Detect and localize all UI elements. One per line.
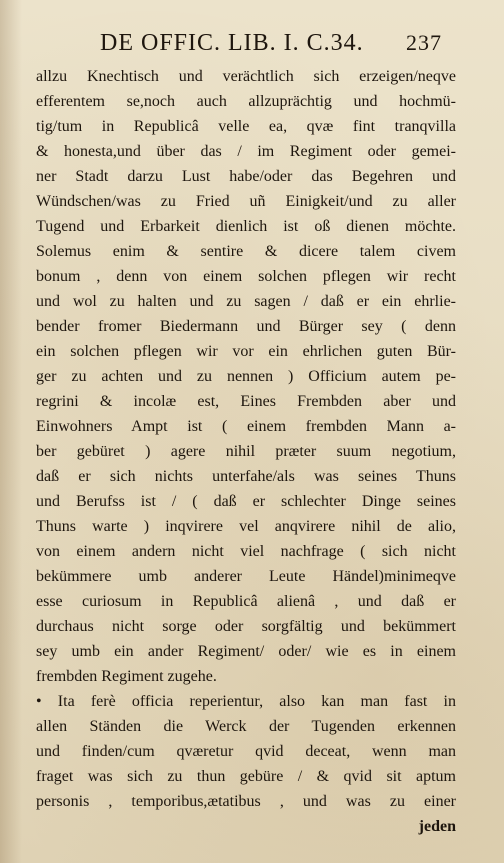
text-line: fraget was sich zu thun gebüre / & qvid sit aptum bbox=[36, 768, 456, 785]
text-line: durchaus nicht sorge oder sorgfältig und bekümmert bbox=[36, 618, 456, 635]
page-header bbox=[100, 30, 442, 62]
text-line: Tugend und Erbarkeit dienlich ist oß dienen möchte. bbox=[36, 218, 456, 235]
text-line: und wol zu halten und zu sagen / daß er ein ehrlie- bbox=[36, 293, 456, 310]
running-head: DE OFFIC. LIB. I. C.34. bbox=[100, 30, 364, 56]
text-line: • Ita ferè officia reperientur, also kan man fast in bbox=[36, 693, 456, 710]
text-line: regrini & incolæ est, Eines Frembden aber und bbox=[36, 393, 456, 410]
body-text bbox=[36, 64, 456, 839]
text-line: sey umb ein ander Regiment/ oder/ wie es in einem bbox=[36, 643, 456, 660]
text-line: tig/tum in Republicâ velle ea, qvæ fint tranqvilla bbox=[36, 118, 456, 135]
text-line: Wündschen/was zu Fried uñ Einigkeit/und zu aller bbox=[36, 193, 456, 210]
catchword: jeden bbox=[418, 818, 456, 835]
text-line: Solemus enim & sentire & dicere talem civem bbox=[36, 243, 456, 260]
text-line: ber gebüret ) agere nihil præter suum negotium, bbox=[36, 443, 456, 460]
text-line: efferentem se,noch auch allzuprächtig und hochmü- bbox=[36, 93, 456, 110]
text-line: bonum , denn von einem solchen pflegen wir recht bbox=[36, 268, 456, 285]
text-line: ger zu achten und zu nennen ) Officium autem pe- bbox=[36, 368, 456, 385]
text-line: frembden Regiment zugehe. bbox=[36, 668, 217, 685]
text-line: von einem andern nicht viel nachfrage ( sich nicht bbox=[36, 543, 456, 560]
text-line: esse curiosum in Republicâ alienâ , und daß er bbox=[36, 593, 456, 610]
text-line: und finden/cum qværetur qvid deceat, wenn man bbox=[36, 743, 456, 760]
text-line: Thuns warte ) inqvirere vel anqvirere nihil de alio, bbox=[36, 518, 456, 535]
text-line: & honesta,und über das / im Regiment oder gemei- bbox=[36, 143, 456, 160]
text-line: allzu Knechtisch und verächtlich sich erzeigen/neqve bbox=[36, 68, 456, 85]
page-number: 237 bbox=[406, 30, 442, 55]
text-line: personis , temporibus,ætatibus , und was zu einer bbox=[36, 793, 456, 810]
text-line: daß er sich nichts unterfahe/als was seines Thuns bbox=[36, 468, 456, 485]
text-line: bender fromer Biedermann und Bürger sey ( denn bbox=[36, 318, 456, 335]
text-line: allen Ständen die Werck der Tugenden erkennen bbox=[36, 718, 456, 735]
text-line: ner Stadt darzu Lust habe/oder das Begehren und bbox=[36, 168, 456, 185]
text-line: bekümmere umb anderer Leute Händel)minimeqve bbox=[36, 568, 456, 585]
text-line: und Berufss ist / ( daß er schlechter Dinge seines bbox=[36, 493, 456, 510]
text-line: Einwohners Ampt ist ( einem frembden Mann a- bbox=[36, 418, 456, 435]
text-line: ein solchen pflegen wir vor ein ehrlichen guten Bür- bbox=[36, 343, 456, 360]
page-gutter-shadow bbox=[0, 0, 22, 863]
